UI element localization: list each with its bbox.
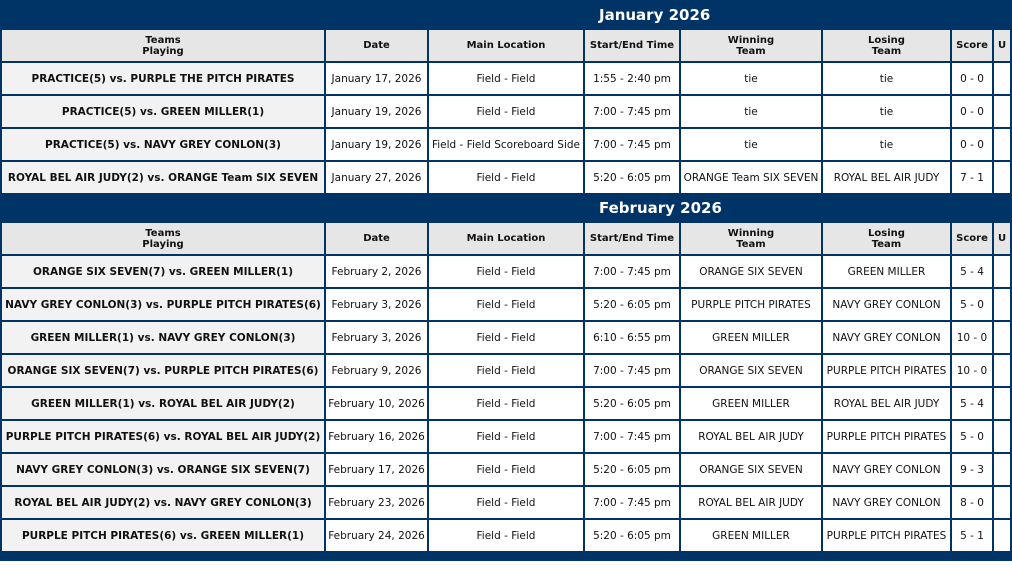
time-cell: 5:20 - 6:05 pm (584, 519, 680, 552)
winning-team-cell: ORANGE Team SIX SEVEN (680, 161, 822, 194)
losing-team-cell: tie (822, 128, 951, 161)
losing-team-cell: tie (822, 95, 951, 128)
score-cell: 9 - 3 (951, 453, 993, 486)
teams-playing-cell: ROYAL BEL AIR JUDY(2) vs. NAVY GREY CONLON(3) (1, 486, 325, 519)
losing-team-cell: GREEN MILLER (822, 255, 951, 288)
location-cell: Field - Field (428, 321, 584, 354)
time-cell: 7:00 - 7:45 pm (584, 420, 680, 453)
location-cell: Field - Field (428, 420, 584, 453)
winning-team-header: Winning Team (680, 222, 822, 255)
table-bottom-border (1, 552, 1011, 560)
date-cell: January 19, 2026 (325, 128, 428, 161)
date-header: Date (325, 29, 428, 62)
score-header: Score (951, 29, 993, 62)
losing-team-cell: PURPLE PITCH PIRATES (822, 519, 951, 552)
teams-playing-header: Teams Playing (1, 29, 325, 62)
winning-team-cell: GREEN MILLER (680, 321, 822, 354)
game-row (1, 453, 1011, 486)
time-cell: 5:20 - 6:05 pm (584, 161, 680, 194)
extra-cell (993, 128, 1011, 161)
extra-cell (993, 453, 1011, 486)
score-cell: 10 - 0 (951, 354, 993, 387)
teams-playing-cell: ROYAL BEL AIR JUDY(2) vs. ORANGE Team SIX SEVEN (1, 161, 325, 194)
time-cell: 1:55 - 2:40 pm (584, 62, 680, 95)
start-end-time-header: Start/End Time (584, 29, 680, 62)
time-cell: 6:10 - 6:55 pm (584, 321, 680, 354)
location-cell: Field - Field (428, 354, 584, 387)
time-cell: 7:00 - 7:45 pm (584, 128, 680, 161)
winning-team-cell: ROYAL BEL AIR JUDY (680, 420, 822, 453)
game-row (1, 387, 1011, 420)
location-cell: Field - Field (428, 486, 584, 519)
score-cell: 7 - 1 (951, 161, 993, 194)
game-row (1, 519, 1011, 552)
extra-cell (993, 519, 1011, 552)
date-cell: February 2, 2026 (325, 255, 428, 288)
location-cell: Field - Field (428, 161, 584, 194)
losing-team-header: Losing Team (822, 29, 951, 62)
losing-team-cell: ROYAL BEL AIR JUDY (822, 161, 951, 194)
teams-playing-cell: GREEN MILLER(1) vs. ROYAL BEL AIR JUDY(2) (1, 387, 325, 420)
game-row (1, 255, 1011, 288)
teams-playing-cell: PURPLE PITCH PIRATES(6) vs. ROYAL BEL AIR JUDY(2) (1, 420, 325, 453)
month-header-row (1, 194, 1011, 222)
column-header-row (1, 29, 1011, 62)
date-cell: January 17, 2026 (325, 62, 428, 95)
location-cell: Field - Field (428, 387, 584, 420)
winning-team-cell: ORANGE SIX SEVEN (680, 354, 822, 387)
score-cell: 8 - 0 (951, 486, 993, 519)
score-cell: 0 - 0 (951, 128, 993, 161)
score-cell: 5 - 0 (951, 420, 993, 453)
teams-playing-cell: PRACTICE(5) vs. PURPLE THE PITCH PIRATES (1, 62, 325, 95)
teams-playing-cell: NAVY GREY CONLON(3) vs. PURPLE PITCH PIRATES(6) (1, 288, 325, 321)
date-cell: February 23, 2026 (325, 486, 428, 519)
score-cell: 5 - 4 (951, 387, 993, 420)
location-cell: Field - Field Scoreboard Side (428, 128, 584, 161)
winning-team-cell: GREEN MILLER (680, 519, 822, 552)
location-cell: Field - Field (428, 62, 584, 95)
table-bottom-border-cell (1, 552, 1011, 560)
game-row (1, 321, 1011, 354)
score-header: Score (951, 222, 993, 255)
time-cell: 7:00 - 7:45 pm (584, 95, 680, 128)
extra-cell (993, 486, 1011, 519)
date-cell: February 16, 2026 (325, 420, 428, 453)
game-row (1, 420, 1011, 453)
date-cell: February 9, 2026 (325, 354, 428, 387)
date-cell: February 24, 2026 (325, 519, 428, 552)
losing-team-cell: PURPLE PITCH PIRATES (822, 354, 951, 387)
location-cell: Field - Field (428, 255, 584, 288)
winning-team-cell: tie (680, 95, 822, 128)
time-cell: 7:00 - 7:45 pm (584, 255, 680, 288)
time-cell: 5:20 - 6:05 pm (584, 387, 680, 420)
winning-team-cell: GREEN MILLER (680, 387, 822, 420)
time-cell: 7:00 - 7:45 pm (584, 486, 680, 519)
main-location-header: Main Location (428, 222, 584, 255)
month-title: January 2026 (1, 1, 1011, 29)
game-row (1, 354, 1011, 387)
extra-column-header: U (993, 29, 1011, 62)
extra-cell (993, 62, 1011, 95)
score-cell: 0 - 0 (951, 95, 993, 128)
teams-playing-cell: GREEN MILLER(1) vs. NAVY GREY CONLON(3) (1, 321, 325, 354)
winning-team-header: Winning Team (680, 29, 822, 62)
winning-team-cell: tie (680, 62, 822, 95)
month-header-row (1, 1, 1011, 29)
losing-team-cell: NAVY GREY CONLON (822, 486, 951, 519)
extra-cell (993, 288, 1011, 321)
score-cell: 5 - 1 (951, 519, 993, 552)
date-cell: February 17, 2026 (325, 453, 428, 486)
winning-team-cell: PURPLE PITCH PIRATES (680, 288, 822, 321)
extra-column-header: U (993, 222, 1011, 255)
game-row (1, 486, 1011, 519)
losing-team-cell: NAVY GREY CONLON (822, 288, 951, 321)
score-cell: 0 - 0 (951, 62, 993, 95)
location-cell: Field - Field (428, 288, 584, 321)
start-end-time-header: Start/End Time (584, 222, 680, 255)
score-cell: 5 - 4 (951, 255, 993, 288)
date-cell: February 3, 2026 (325, 321, 428, 354)
game-row (1, 128, 1011, 161)
extra-cell (993, 321, 1011, 354)
extra-cell (993, 354, 1011, 387)
game-row (1, 62, 1011, 95)
extra-cell (993, 387, 1011, 420)
location-cell: Field - Field (428, 95, 584, 128)
teams-playing-cell: PRACTICE(5) vs. GREEN MILLER(1) (1, 95, 325, 128)
extra-cell (993, 161, 1011, 194)
date-header: Date (325, 222, 428, 255)
location-cell: Field - Field (428, 453, 584, 486)
time-cell: 7:00 - 7:45 pm (584, 354, 680, 387)
game-row (1, 95, 1011, 128)
main-location-header: Main Location (428, 29, 584, 62)
losing-team-header: Losing Team (822, 222, 951, 255)
teams-playing-cell: ORANGE SIX SEVEN(7) vs. PURPLE PITCH PIRATES(6) (1, 354, 325, 387)
extra-cell (993, 95, 1011, 128)
date-cell: February 3, 2026 (325, 288, 428, 321)
time-cell: 5:20 - 6:05 pm (584, 453, 680, 486)
location-cell: Field - Field (428, 519, 584, 552)
teams-playing-cell: PURPLE PITCH PIRATES(6) vs. GREEN MILLER(1) (1, 519, 325, 552)
game-row (1, 161, 1011, 194)
winning-team-cell: tie (680, 128, 822, 161)
losing-team-cell: ROYAL BEL AIR JUDY (822, 387, 951, 420)
score-cell: 10 - 0 (951, 321, 993, 354)
teams-playing-cell: ORANGE SIX SEVEN(7) vs. GREEN MILLER(1) (1, 255, 325, 288)
time-cell: 5:20 - 6:05 pm (584, 288, 680, 321)
losing-team-cell: NAVY GREY CONLON (822, 321, 951, 354)
teams-playing-cell: PRACTICE(5) vs. NAVY GREY CONLON(3) (1, 128, 325, 161)
teams-playing-cell: NAVY GREY CONLON(3) vs. ORANGE SIX SEVEN(7) (1, 453, 325, 486)
date-cell: January 19, 2026 (325, 95, 428, 128)
winning-team-cell: ORANGE SIX SEVEN (680, 453, 822, 486)
teams-playing-header: Teams Playing (1, 222, 325, 255)
date-cell: February 10, 2026 (325, 387, 428, 420)
losing-team-cell: NAVY GREY CONLON (822, 453, 951, 486)
date-cell: January 27, 2026 (325, 161, 428, 194)
schedule-body (1, 1, 1011, 560)
losing-team-cell: tie (822, 62, 951, 95)
winning-team-cell: ORANGE SIX SEVEN (680, 255, 822, 288)
extra-cell (993, 255, 1011, 288)
losing-team-cell: PURPLE PITCH PIRATES (822, 420, 951, 453)
winning-team-cell: ROYAL BEL AIR JUDY (680, 486, 822, 519)
column-header-row (1, 222, 1011, 255)
month-title: February 2026 (1, 194, 1011, 222)
game-row (1, 288, 1011, 321)
extra-cell (993, 420, 1011, 453)
score-cell: 5 - 0 (951, 288, 993, 321)
